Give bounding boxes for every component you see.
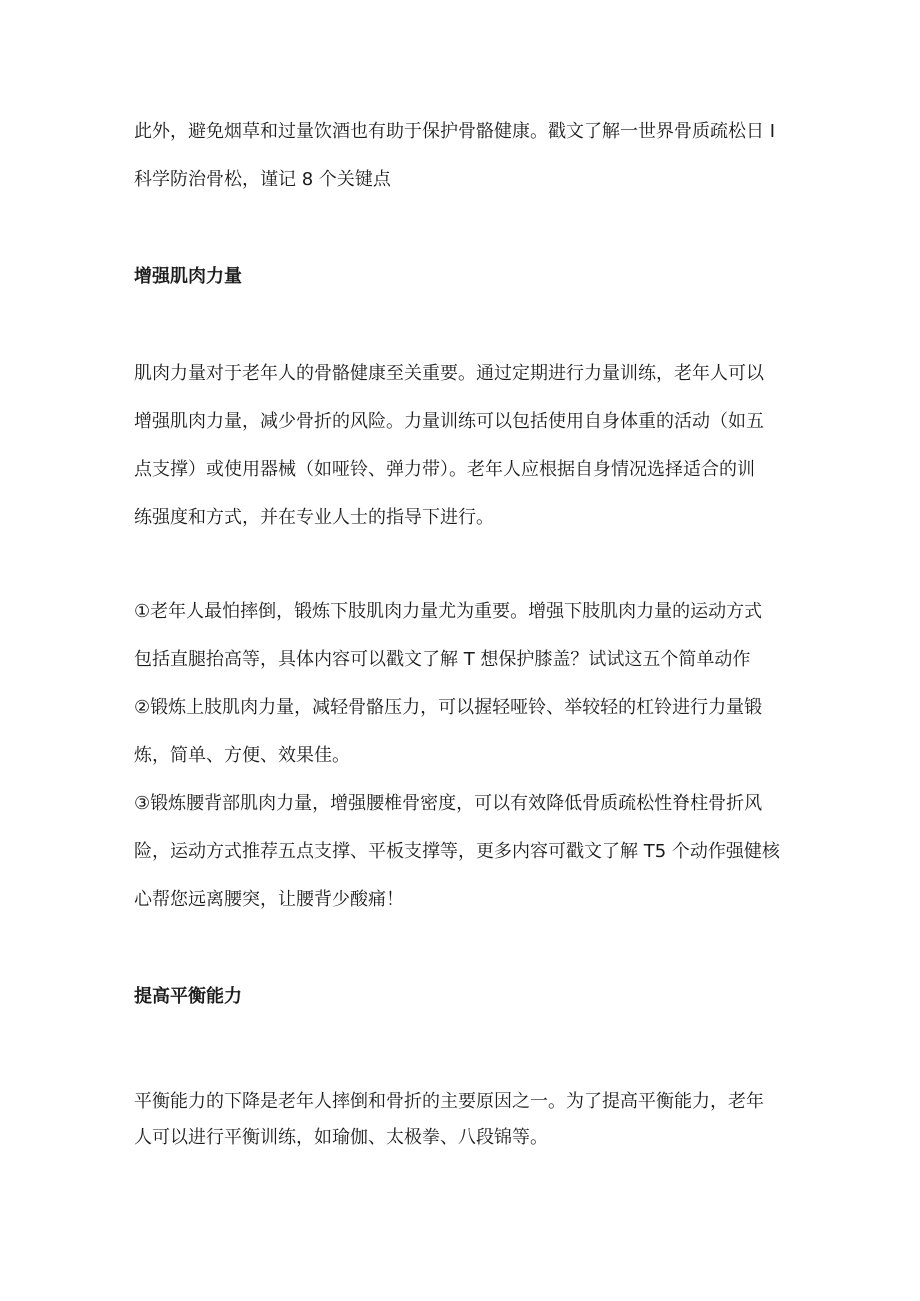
intro-line-1: 此外，避免烟草和过量饮酒也有助于保护骨骼健康。戳文了解一世界骨质疏松日 I: [134, 121, 776, 142]
muscle-para1-line-2: 增强肌肉力量，减少骨折的风险。力量训练可以包括使用自身体重的活动（如五: [134, 411, 764, 432]
muscle-para2-line-4: 炼，简单、方便、效果佳。: [134, 745, 350, 766]
muscle-para2-line-2: 包括直腿抬高等，具体内容可以戳文了解 T 想保护膝盖？试试这五个简单动作: [134, 649, 751, 670]
muscle-para1-line-3: 点支撑）或使用器械（如哑铃、弹力带）。老年人应根据自身情况选择适合的训: [134, 459, 755, 480]
section-heading-balance: 提高平衡能力: [134, 986, 242, 1007]
muscle-para2-line-5: ③锻炼腰背部肌肉力量，增强腰椎骨密度，可以有效降低骨质疏松性脊柱骨折风: [134, 793, 763, 814]
muscle-para2-line-3: ②锻炼上肢肌肉力量，减轻骨骼压力，可以握轻哑铃、举较轻的杠铃进行力量锻: [134, 697, 763, 718]
muscle-para1-line-4: 练强度和方式，并在专业人士的指导下进行。: [134, 507, 494, 528]
section-heading-muscle: 增强肌肉力量: [134, 266, 242, 287]
balance-para1-line-1: 平衡能力的下降是老年人摔倒和骨折的主要原因之一。为了提高平衡能力，老年: [134, 1091, 764, 1112]
muscle-para2-line-6: 险，运动方式推荐五点支撑、平板支撑等，更多内容可戳文了解 T5 个动作强健核: [134, 841, 780, 862]
muscle-para2-line-1: ①老年人最怕摔倒，锻炼下肢肌肉力量尤为重要。增强下肢肌肉力量的运动方式: [134, 601, 763, 622]
muscle-para1-line-1: 肌肉力量对于老年人的骨骼健康至关重要。通过定期进行力量训练，老年人可以: [134, 363, 764, 384]
muscle-para2-line-7: 心帮您远离腰突，让腰背少酸痛！: [134, 889, 404, 910]
balance-para1-line-2: 人可以进行平衡训练，如瑜伽、太极拳、八段锦等。: [134, 1127, 548, 1148]
intro-line-2: 科学防治骨松，谨记 8 个关键点: [134, 169, 391, 190]
